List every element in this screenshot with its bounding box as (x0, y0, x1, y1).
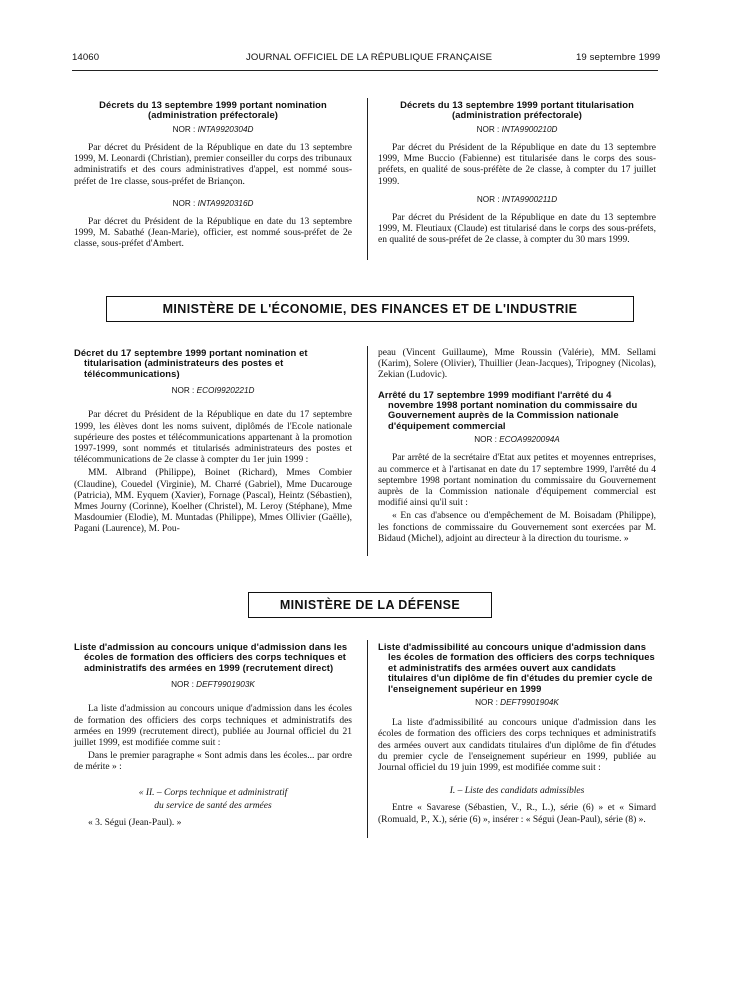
page-number: 14060 (72, 52, 100, 63)
names-list: MM. Albrand (Philippe), Boinet (Richard), Mmes Combier (Claudine), Couedel (Virginie), M. Charré (Gabriel), Mme Ducarouge (Patricia), MM. Eyquem (Xavier), Fornage (Pascal), Heintz (Sébastien), Mmes Journy (Corinne), Koelher (Christel), M. Leroy (Stéphane), Mme Masdoumier (Elodie), M. Muntadas (Philippe), Mmes Ollivier (Gaëlle), Pagani (Laurence), M. Pou- (74, 468, 352, 535)
section-title: Décrets du 13 septembre 1999 portant nomination (administration préfectorale) (99, 99, 327, 121)
section-title: Arrêté du 17 septembre 1999 modifiant l'arrêté du 4 novembre 1998 portant nomination du commissaire du Gouvernement auprès de la Commission nationale d'équipement commercial (378, 388, 638, 431)
nor-reference: NOR : DEFT9901904K (475, 698, 559, 708)
column-rule (367, 640, 368, 838)
ministry-heading: MINISTÈRE DE LA DÉFENSE (248, 592, 492, 618)
list-paragraph: Dans le premier paragraphe « Sont admis dans les écoles... par ordre de mérite » : (74, 751, 352, 773)
list-paragraph: La liste d'admissibilité au concours unique d'admission dans les écoles de formation des officiers des corps techniques et administratifs des armées ouvert aux candidats titulaires d'un diplôme de fin d'études du premier cycle de l'enseignement supérieur en 1999, publiée au Journal officiel du 19 juin 1999, est modifiée comme suit : (378, 718, 656, 774)
nor-reference: NOR : ECOI9920221D (171, 386, 255, 396)
nor-reference: NOR : DEFT9901903K (171, 680, 255, 690)
section-title: Décrets du 13 septembre 1999 portant titularisation (administration préfectorale) (400, 99, 634, 121)
decrees-nomination-column (74, 100, 352, 251)
ministry-heading: MINISTÈRE DE L'ÉCONOMIE, DES FINANCES ET DE L'INDUSTRIE (106, 296, 634, 322)
list-paragraph: Entre « Savarese (Sébastien, V., R., L.), série (6) » et « Simard (Romuald, P., X.), série (6) », insérer : « Ségui (Jean-Paul), série (8) ». (378, 803, 656, 825)
decree-paragraph: Par décret du Président de la République en date du 13 septembre 1999, M. Fleutiaux (Claude) est titularisé dans le corps des sous-préfets, en qualité de sous-préfet de 2e classe, à compter du 30 mars 1999. (378, 213, 656, 246)
column-rule (367, 346, 368, 556)
nor-reference: NOR : INTA9920316D (172, 198, 254, 208)
decree-paragraph: Par décret du Président de la République en date du 17 septembre 1999, les élèves dont les noms suivent, diplômés de l'Ecole nationale supérieure des postes et télécommunications appartenant à la promotion 1997-1999, sont nommés et titularisés administrateurs des postes et télécommunications de 2e classe à compter du 1er juin 1999 : (74, 410, 352, 466)
names-list-continued: peau (Vincent Guillaume), Mme Roussin (Valérie), MM. Sellami (Karim), Solere (Olivier), Thuillier (Jean-Jacques), Tripogney (Nicolas), Zekian (Ludovic). (378, 348, 656, 381)
telecom-decree-column (74, 348, 352, 536)
subheading: I. – Liste des candidats admissibles (449, 786, 585, 797)
list-paragraph: La liste d'admission au concours unique d'admission dans les écoles de formation des officiers des corps techniques et administratifs des armées en 1999 (recrutement direct), publiée au Journal officiel du 21 juillet 1999, est modifiée comme suit : (74, 704, 352, 749)
nor-reference: NOR : INTA9920304D (172, 124, 254, 134)
subheading: du service de santé des armées (154, 800, 272, 811)
journal-title: JOURNAL OFFICIEL DE LA RÉPUBLIQUE FRANÇAISE (246, 52, 493, 63)
arrete-column (378, 348, 656, 545)
arrete-quote: « En cas d'absence ou d'empêchement de M. Boisadam (Philippe), les fonctions de commissaire du Gouvernement sont exercées par M. Bidaud (Michel), adjoint au directeur à la direction du tourisme. » (378, 511, 656, 544)
header-rule (72, 70, 658, 71)
nor-reference: NOR : INTA9900210D (476, 124, 558, 134)
admissibility-list-column (378, 642, 656, 826)
arrete-paragraph: Par arrêté de la secrétaire d'Etat aux petites et moyennes entreprises, au commerce et à l'artisanat en date du 17 septembre 1999, l'arrêté du 4 septembre 1998 portant nomination du commissaire du Gouvernement auprès de la Commission nationale d'équipement commercial est modifié ainsi qu'il suit : (378, 453, 656, 509)
section-title: Liste d'admission au concours unique d'admission dans les écoles de formation des officiers des corps techniques et administratifs des armées en 1999 (recrutement direct) (74, 641, 348, 673)
decree-paragraph: Par décret du Président de la République en date du 13 septembre 1999, M. Sabathé (Jean-Marie), officier, est nommé sous-préfet de 2e classe, sous-préfet d'Ambert. (74, 217, 352, 250)
decree-paragraph: Par décret du Président de la République en date du 13 septembre 1999, Mme Buccio (Fabienne) est titularisée dans le corps des sous-préfets, en qualité de sous-préfète de 2e classe, à compter du 17 juillet 1999. (378, 143, 656, 187)
nor-reference: NOR : ECOA9920094A (474, 435, 560, 445)
decree-paragraph: Par décret du Président de la République en date du 13 septembre 1999, M. Leonardi (Christian), premier conseiller du corps des tribunaux administratifs et des cours administratives d'appel, est nommé sous-préfet de 1re classe, sous-préfet de Briançon. (74, 143, 352, 187)
decrees-titularisation-column (378, 100, 656, 247)
column-rule (367, 98, 368, 260)
admission-list-column (74, 642, 352, 829)
section-title: Décret du 17 septembre 1999 portant nomination et titularisation (administrateurs des postes et télécommunications) (74, 347, 308, 379)
header-date: 19 septembre 1999 (576, 52, 661, 63)
nor-reference: NOR : INTA9900211D (476, 194, 558, 204)
subheading: « II. – Corps technique et administratif (138, 787, 288, 798)
list-item: « 3. Ségui (Jean-Paul). » (88, 818, 182, 829)
section-title: Liste d'admissibilité au concours unique d'admission dans les écoles de formation des officiers des corps techniques et administratifs des armées ouvert aux candidats titulaires d'un diplôme de fin d'études du premier cycle de l'enseignement supérieur en 1999 (378, 641, 655, 694)
